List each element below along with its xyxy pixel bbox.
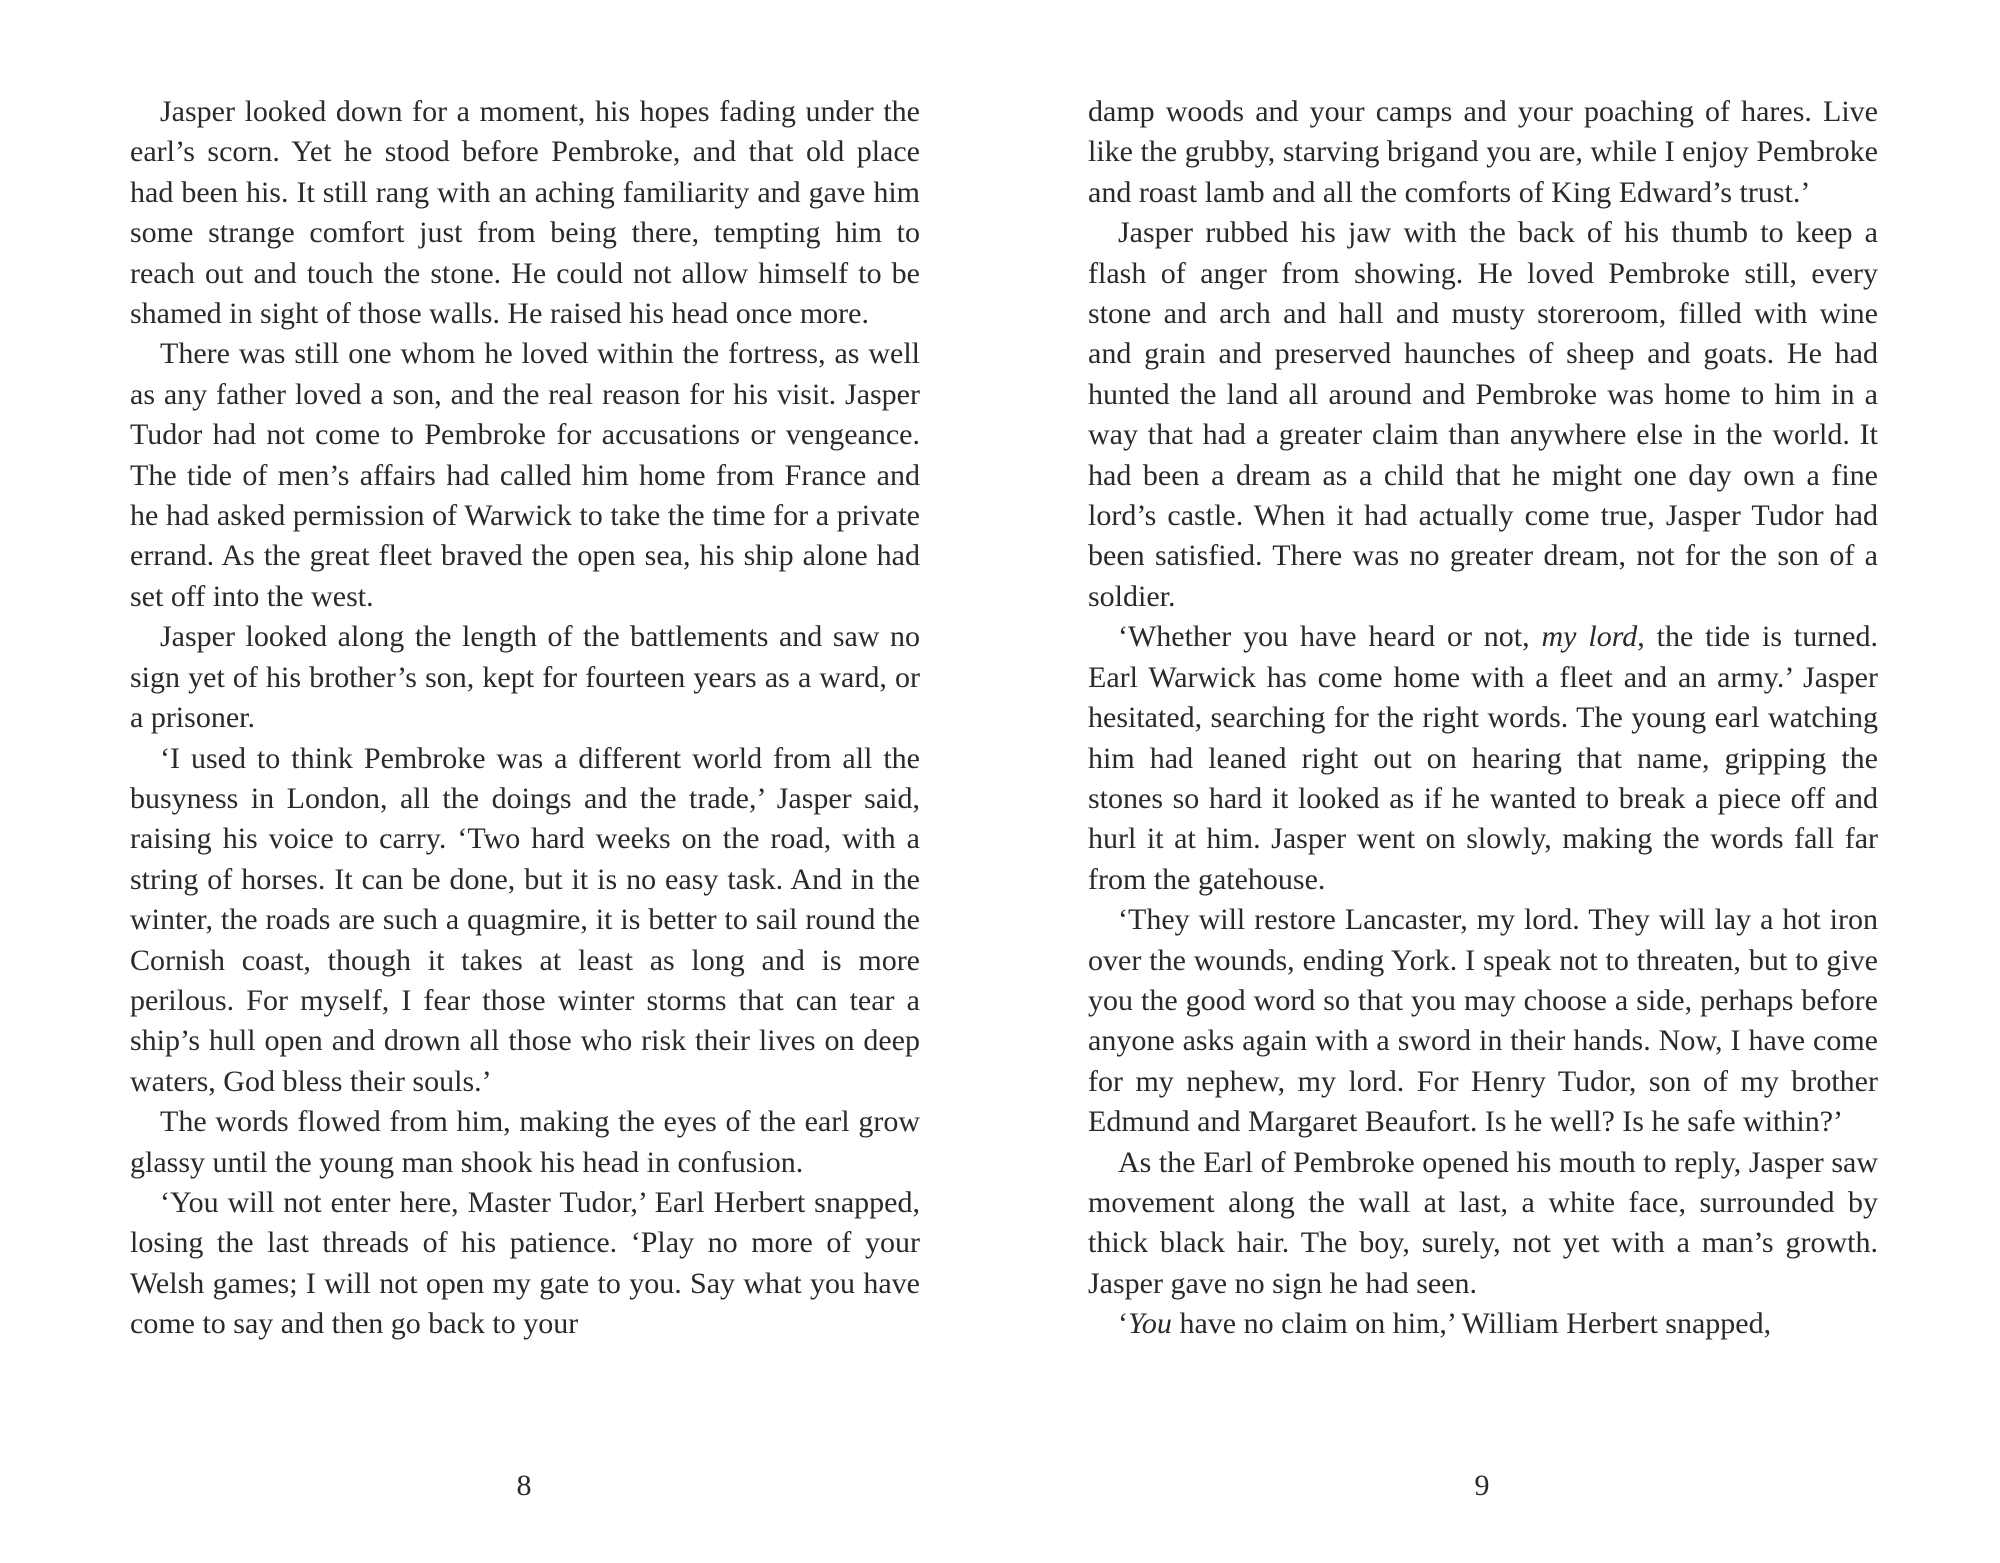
text-run: have no claim on him,’ William Herbert snapped, bbox=[1171, 1307, 1772, 1341]
paragraph-continuation: damp woods and your camps and your poaching of hares. Live like the grubby, starving brigand you are, while I enjoy Pembroke and roast lamb and all the comforts of King Edward’s trust.’ bbox=[1088, 95, 1878, 209]
paragraph: ‘You will not enter here, Master Tudor,’ Earl Herbert snapped, losing the last threads of his patience. ‘Play no more of your Welsh games; I will not open my gate to you. Say what you have come to say and then go back to your bbox=[130, 1185, 920, 1341]
paragraph bbox=[1088, 617, 1878, 900]
paragraph: The words flowed from him, making the eyes of the earl grow glassy until the young man shook his head in confusion. bbox=[130, 1105, 920, 1179]
text-run: ‘Whether you have heard or not, bbox=[1118, 620, 1542, 654]
left-page bbox=[130, 92, 920, 1345]
right-page bbox=[1088, 92, 1878, 1345]
paragraph: Jasper rubbed his jaw with the back of his thumb to keep a flash of anger from showing. He loved Pembroke still, every stone and arch and hall and musty storeroom, filled with wine and grain and preserved haunches of sheep and goats. He had hunted the land all around and Pembroke was home to him in a way that had a greater claim than anywhere else in the world. It had been a dream as a child that he might one day own a fine lord’s castle. When it had actually come true, Jasper Tudor had been satisfied. There was no greater dream, not for the son of a soldier. bbox=[1088, 216, 1878, 613]
text-run: ‘ bbox=[1118, 1307, 1128, 1341]
text-run: , the tide is turned. Earl Warwick has come home with a fleet and an army.’ Jasper hesitated, searching for the right words. The young earl watching him had leaned right out on hearing that name, gripping the stones so hard it looked as if he wanted to break a piece off and hurl it at him. Jasper went on slowly, making the words fall far from the gatehouse. bbox=[1088, 620, 1878, 896]
italic-text: my lord bbox=[1541, 620, 1638, 654]
paragraph: There was still one whom he loved within the fortress, as well as any father loved a son, and the real reason for his visit. Jasper Tudor had not come to Pembroke for accusations or vengeance. The tide of men’s affairs had called him home from France and he had asked permission of Warwick to take the time for a private errand. As the great fleet braved the open sea, his ship alone had set off into the west. bbox=[130, 337, 920, 613]
italic-text: You bbox=[1128, 1307, 1172, 1341]
paragraph: ‘I used to think Pembroke was a different world from all the busyness in London, all the doings and the trade,’ Jasper said, raising his voice to carry. ‘Two hard weeks on the road, with a string of horses. It can be done, but it is no easy task. And in the winter, the roads are such a quagmire, it is better to sail round the Cornish coast, though it takes at least as long and is more perilous. For myself, I fear those winter storms that can tear a ship’s hull open and drown all those who risk their lives on deep waters, God bless their souls.’ bbox=[130, 741, 920, 1098]
paragraph: Jasper looked down for a moment, his hopes fading under the earl’s scorn. Yet he stood before Pembroke, and that old place had been his. It still rang with an aching familiarity and gave him some strange comfort just from being there, tempting him to reach out and touch the stone. He could not allow himself to be shamed in sight of those walls. He raised his head once more. bbox=[130, 95, 920, 331]
page-number-left: 8 bbox=[516, 1469, 532, 1502]
paragraph: As the Earl of Pembroke opened his mouth to reply, Jasper saw movement along the wall at last, a white face, surrounded by thick black hair. The boy, surely, not yet with a man’s growth. Jasper gave no sign he had seen. bbox=[1088, 1145, 1878, 1300]
paragraph bbox=[1088, 1304, 1878, 1344]
page-number-right: 9 bbox=[1474, 1469, 1490, 1502]
paragraph: Jasper looked along the length of the battlements and saw no sign yet of his brother’s son, kept for fourteen years as a ward, or a prisoner. bbox=[130, 620, 920, 735]
paragraph: ‘They will restore Lancaster, my lord. They will lay a hot iron over the wounds, ending York. I speak not to threaten, but to give you the good word so that you may choose a side, perhaps before anyone asks again with a sword in their hands. Now, I have come for my nephew, my lord. For Henry Tudor, son of my brother Edmund and Margaret Beaufort. Is he well? Is he safe within?’ bbox=[1088, 903, 1878, 1139]
